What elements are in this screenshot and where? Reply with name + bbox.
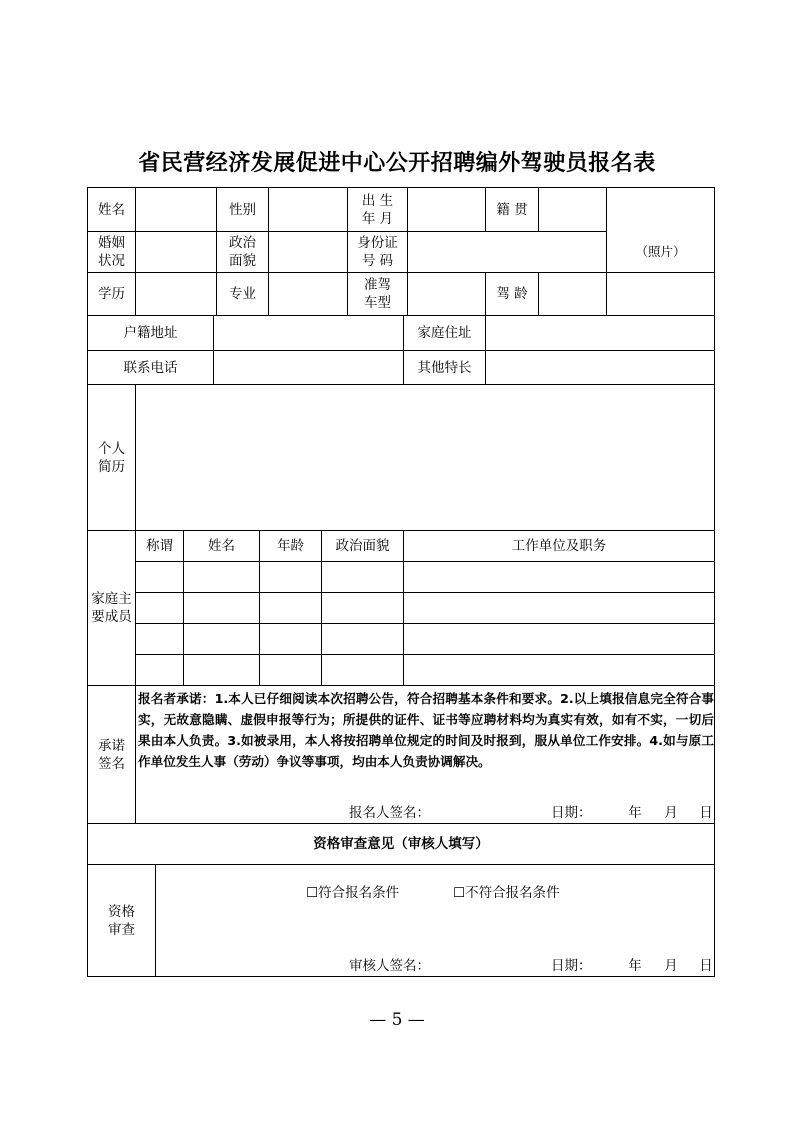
reviewer-date-label[interactable]: 日期：: [551, 958, 592, 974]
family-header-employer: 工作单位及职务: [511, 538, 607, 554]
license-class-label: 准驾 车型: [364, 277, 391, 311]
marital-status-label: 婚姻 状况: [98, 235, 125, 269]
family-row[interactable]: [136, 624, 714, 654]
education-label: 学历: [98, 286, 125, 302]
pledge-label: 承诺 签名: [98, 737, 125, 772]
rule: [87, 976, 715, 977]
political-status-label: 政治 面貌: [229, 235, 256, 269]
other-skills-field[interactable]: [486, 351, 714, 384]
phone-label: 联系电话: [123, 359, 178, 376]
id-number-field[interactable]: [408, 232, 606, 272]
eligible-checkbox[interactable]: ☐符合报名条件: [306, 885, 400, 901]
education-field[interactable]: [136, 273, 216, 315]
driving-years-field[interactable]: [539, 273, 606, 315]
family-header-relation: 称谓: [146, 538, 173, 554]
marital-status-field[interactable]: [136, 232, 216, 272]
photo-placeholder[interactable]: （照片）: [635, 243, 686, 259]
family-row[interactable]: [136, 593, 714, 623]
native-place-field[interactable]: [539, 188, 606, 231]
rule: [155, 864, 156, 976]
reviewer-date-month: 月: [664, 958, 678, 974]
applicant-date-month: 月: [664, 805, 678, 821]
rule: [87, 864, 715, 865]
family-row[interactable]: [136, 562, 714, 592]
family-row[interactable]: [136, 655, 714, 685]
gender-label: 性别: [229, 201, 256, 218]
rule: [87, 685, 715, 686]
license-class-field[interactable]: [408, 273, 485, 315]
page-number: — 5 —: [369, 1010, 425, 1030]
household-address-label: 户籍地址: [123, 325, 178, 341]
home-address-field[interactable]: [486, 316, 714, 350]
home-address-label: 家庭住址: [417, 325, 472, 341]
major-label: 专业: [229, 286, 256, 302]
name-field[interactable]: [136, 188, 216, 231]
ineligible-checkbox[interactable]: ☐不符合报名条件: [453, 885, 560, 901]
reviewer-date-day: 日: [699, 958, 713, 974]
birth-date-field[interactable]: [408, 188, 485, 231]
resume-field[interactable]: [136, 385, 714, 530]
applicant-date-year: 年: [628, 805, 642, 821]
review-label: 资格 审查: [108, 903, 135, 938]
reviewer-signature-label[interactable]: 审核人签名：: [349, 958, 430, 974]
driving-years-label: 驾 龄: [496, 286, 528, 302]
family-header-name: 姓名: [208, 538, 235, 554]
native-place-label: 籍 贯: [496, 201, 528, 218]
applicant-date-label[interactable]: 日期：: [551, 805, 592, 821]
family-header-political: 政治面貌: [335, 538, 390, 554]
family-members-label: 家庭主 要成员: [91, 591, 132, 625]
pledge-text: 报名者承诺：1.本人已仔细阅读本次招聘公告，符合招聘基本条件和要求。2.以上填报信息完全符合事实，无故意隐瞒、虚假申报等行为；所提供的证件、证书等应聘材料均为真实有效，如有不实，一切后果由本人负责。3.如被录用，本人将按招聘单位规定的时间及时报到，服从单位工作安排。4.如与原工作单位发生人事（劳动）争议等事项，均由本人负责协调解决。: [138, 691, 714, 769]
name-label: 姓名: [98, 201, 125, 218]
applicant-date-day: 日: [699, 805, 713, 821]
form-title: 省民营经济发展促进中心公开招聘编外驾驶员报名表: [138, 151, 656, 176]
gender-field[interactable]: [269, 188, 347, 231]
household-address-field[interactable]: [214, 316, 403, 350]
id-number-label: 身份证 号 码: [357, 235, 398, 269]
resume-label: 个人 简历: [98, 440, 125, 475]
major-field[interactable]: [269, 273, 347, 315]
applicant-signature-label[interactable]: 报名人签名：: [349, 805, 430, 821]
family-header-age: 年龄: [277, 538, 304, 554]
birth-date-label: 出 生 年 月: [361, 192, 394, 227]
other-skills-label: 其他特长: [417, 359, 472, 376]
review-header: 资格审查意见（审核人填写）: [313, 836, 489, 852]
political-status-field[interactable]: [269, 232, 347, 272]
phone-field[interactable]: [214, 351, 403, 384]
reviewer-date-year: 年: [628, 958, 642, 974]
